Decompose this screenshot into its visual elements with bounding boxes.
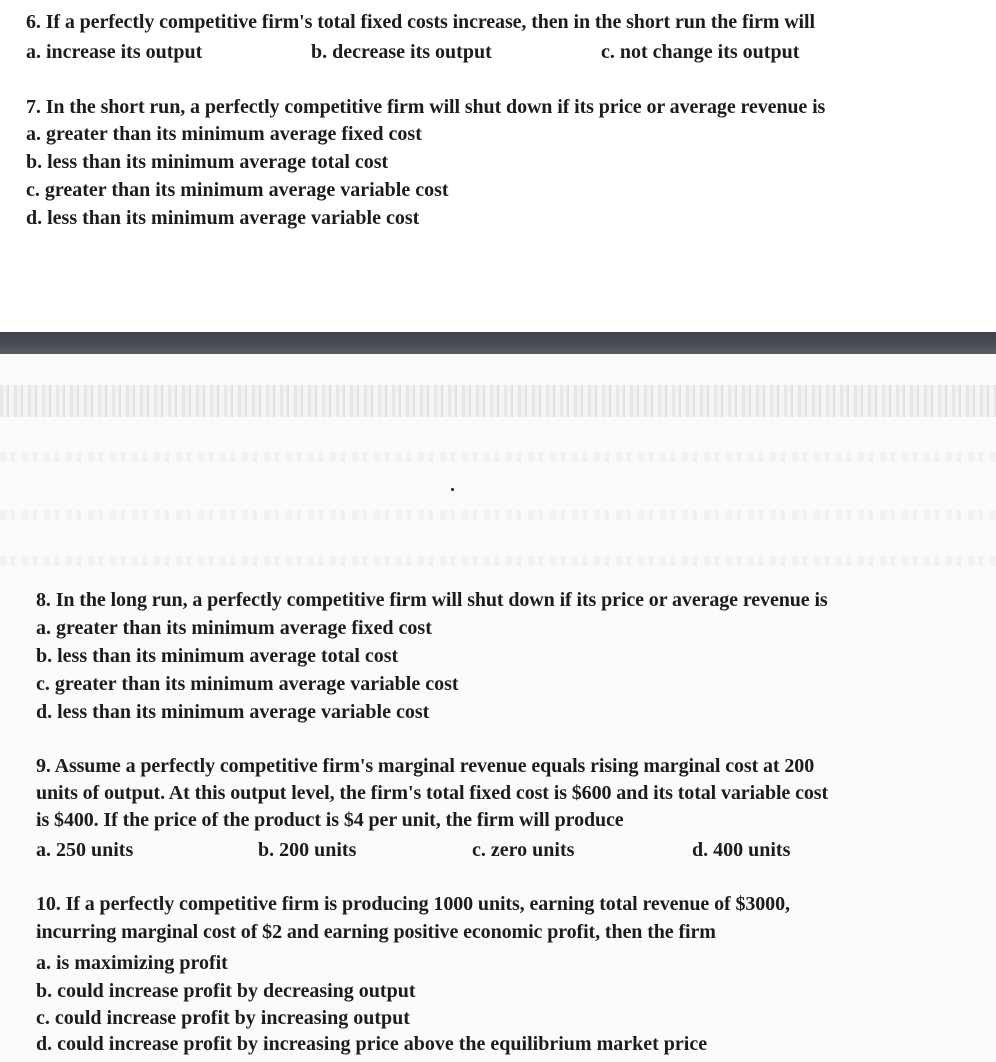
question-9-option-d: d. 400 units (692, 839, 791, 861)
question-9-stem-line-2: units of output. At this output level, the firm's total fixed cost is $600 and its total variable cost (36, 782, 829, 804)
question-7-option-d: d. less than its minimum average variable cost (26, 207, 420, 229)
faint-bleed-line (0, 510, 996, 520)
question-7-stem: 7. In the short run, a perfectly competitive firm will shut down if its price or average revenue is (26, 96, 826, 118)
question-10-option-d: d. could increase profit by increasing price above the equilibrium market price (36, 1033, 708, 1055)
question-10-stem-line-1: 10. If a perfectly competitive firm is producing 1000 units, earning total revenue of $3000, (36, 893, 790, 915)
question-6-option-b: b. decrease its output (311, 41, 492, 63)
question-10-option-b: b. could increase profit by decreasing output (36, 980, 416, 1002)
question-8-option-b: b. less than its minimum average total cost (36, 645, 399, 667)
question-6-option-c: c. not change its output (601, 41, 800, 63)
question-8-option-a: a. greater than its minimum average fixed cost (36, 617, 432, 639)
question-10-stem-line-2: incurring marginal cost of $2 and earning positive economic profit, then the firm (36, 921, 716, 943)
question-6-stem: 6. If a perfectly competitive firm's total fixed costs increase, then in the short run the firm will (26, 11, 815, 33)
question-8-option-c: c. greater than its minimum average variable cost (36, 673, 459, 695)
question-9-stem-line-3: is $400. If the price of the product is $4 per unit, the firm will produce (36, 809, 624, 831)
question-10-option-a: a. is maximizing profit (36, 952, 228, 974)
question-7-option-c: c. greater than its minimum average variable cost (26, 179, 449, 201)
question-9-option-a: a. 250 units (36, 839, 134, 861)
stray-dot (451, 488, 454, 491)
scan-noise-band (0, 385, 996, 417)
question-9-option-b: b. 200 units (258, 839, 357, 861)
question-8-stem: 8. In the long run, a perfectly competitive firm will shut down if its price or average revenue is (36, 589, 828, 611)
question-7-option-a: a. greater than its minimum average fixed cost (26, 123, 422, 145)
question-9-option-c: c. zero units (472, 839, 575, 861)
question-7-option-b: b. less than its minimum average total cost (26, 151, 389, 173)
faint-bleed-line (0, 452, 996, 462)
question-10-option-c: c. could increase profit by increasing output (36, 1007, 410, 1029)
page-divider (0, 332, 996, 354)
question-6-option-a: a. increase its output (26, 41, 203, 63)
faint-bleed-line (0, 556, 996, 566)
question-9-stem-line-1: 9. Assume a perfectly competitive firm's marginal revenue equals rising marginal cost at 200 (36, 755, 815, 777)
question-8-option-d: d. less than its minimum average variable cost (36, 701, 430, 723)
